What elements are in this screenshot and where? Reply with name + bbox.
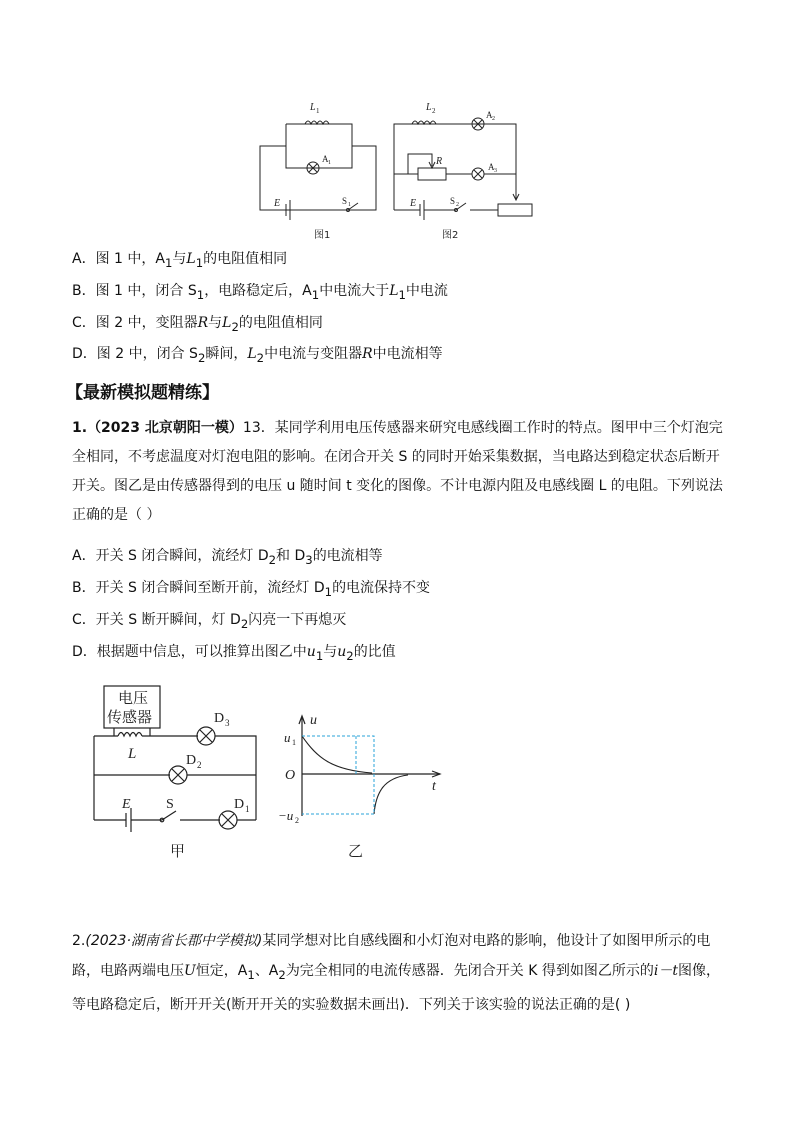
q1-option-d: D．根据题中信息，可以推算出图乙中$u_1$与$u_2$的比值	[72, 644, 396, 663]
q2-stem: 2.(2023·湖南省长郡中学模拟)某同学想对比自感线圈和小灯泡对电路的影响，他设计了如图甲所示的电路，电路两端电压U恒定，$A_1$、$A_2$为完全相同的电流传感器．先闭合开关 K 得到如图乙所示的i－t图像，等电路稳定后，断开开关(断开开关的实验数据未画出)．下列关于该实验的说法正确的是( )	[72, 933, 721, 1013]
section-title: 【最新模拟题精练】	[66, 383, 219, 403]
circuit-figures-top	[250, 92, 550, 244]
rise-curve	[302, 736, 372, 773]
decay-curve	[374, 775, 408, 814]
yi-neg-u2-label: −u	[278, 808, 294, 823]
yi-neg-u2-sub: 2	[295, 816, 299, 825]
sensor-label-2: 传感器	[107, 708, 153, 726]
jia-D2-sub: 2	[197, 760, 202, 770]
q1-stem: 1.（2023 北京朝阳一模）13．某同学利用电压传感器来研究电感线圈工作时的特点。图甲中三个灯泡完全相同，不考虑温度对灯泡电阻的影响。在闭合开关 S 的同时开始采集数据，当电路达到稳定状态后断开开关。图乙是由传感器得到的电压 u 随时间 t 变化的图像。不计电源内阻及电感线圈 L 的电阻。下列说法正确的是（ ）	[72, 420, 723, 523]
fig1-E-label: E	[274, 198, 281, 209]
fig2-A3-sub: 3	[494, 168, 497, 174]
fig1-L-label: L	[310, 102, 316, 113]
yi-origin-label: O	[285, 768, 296, 783]
jia-caption: 甲	[170, 842, 186, 860]
yi-caption: 乙	[348, 842, 364, 860]
fig1-caption: 图1	[314, 230, 331, 241]
jia-S-label: S	[166, 797, 174, 812]
fig2-L-sub: 2	[432, 107, 436, 115]
jia-E-label: E	[122, 797, 131, 812]
fig2-A2-label: A	[486, 110, 493, 120]
jia-D1-sub: 1	[245, 804, 250, 814]
jia-D1-label: D	[234, 797, 245, 812]
jia-D3-label: D	[214, 711, 225, 726]
q1-option-c: C．开关 S 断开瞬间，灯 $D_2$闪亮一下再熄灭	[72, 612, 347, 631]
q1-option-a: A．开关 S 闭合瞬间，流经灯 $D_2$和 $D_3$的电流相等	[72, 548, 383, 567]
fig2-A2-sub: 2	[492, 116, 495, 122]
fig1-A-sub: 1	[328, 160, 331, 166]
fig1-S-sub: 1	[348, 202, 351, 208]
jia-L-label: L	[128, 746, 137, 762]
yi-u-axis-label: u	[310, 713, 317, 728]
yi-t-axis-label: t	[432, 779, 436, 794]
q1-option-b: B．开关 S 闭合瞬间至断开前，流经灯 $D_1$的电流保持不变	[72, 580, 431, 599]
yi-u1-sub: 1	[292, 738, 296, 747]
prev-option-d: D．图 2 中，闭合 $S_2$瞬间，$L_2$中电流与变阻器R中电流相等	[72, 346, 443, 365]
prev-option-b: B．图 1 中，闭合 $S_1$，电路稳定后，$A_1$中电流大于$L_1$中电流	[72, 283, 448, 302]
fig2-A3-label: A	[488, 162, 495, 172]
fig2-L-label: L	[426, 102, 432, 113]
fig2-S-sub: 2	[456, 202, 459, 208]
q1-graph-yi	[272, 706, 452, 860]
sensor-label-1: 电压	[118, 689, 149, 707]
fig1-S-label: S	[342, 196, 348, 206]
q1-circuit-jia	[88, 680, 278, 860]
yi-u1-label: u	[284, 730, 291, 745]
jia-D3-sub: 3	[225, 718, 230, 728]
fig2-E-label: E	[410, 198, 417, 209]
jia-D2-label: D	[186, 753, 197, 768]
fig2-R-label: R	[436, 156, 443, 167]
fig1-A-label: A	[322, 154, 329, 164]
fig2-S-label: S	[450, 196, 456, 206]
prev-option-c: C．图 2 中，变阻器R与$L_2$的电阻值相同	[72, 315, 323, 334]
prev-option-a: A．图 1 中，$A_1$与$L_1$的电阻值相同	[72, 251, 288, 270]
fig1-L-sub: 1	[316, 107, 320, 115]
fig2-caption: 图2	[442, 230, 459, 241]
